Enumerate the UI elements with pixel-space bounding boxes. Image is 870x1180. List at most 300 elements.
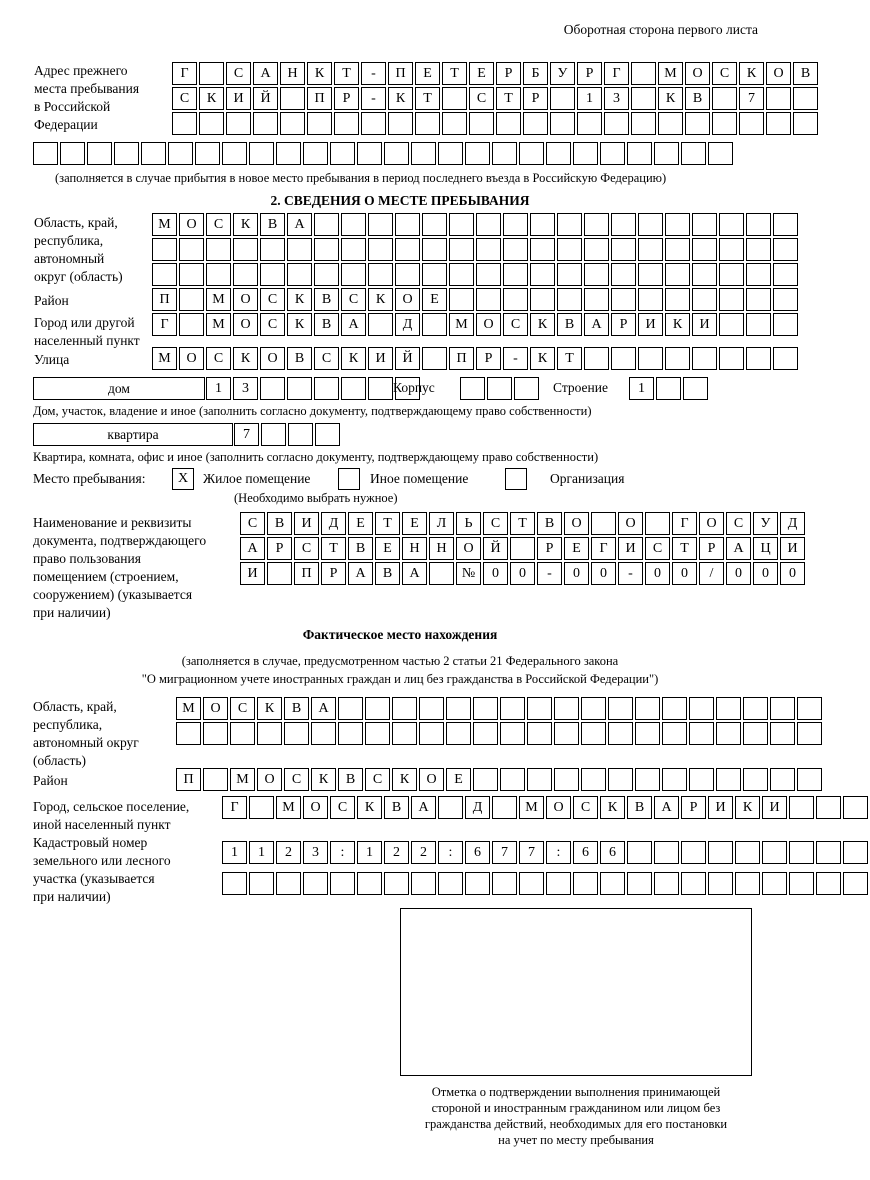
char-cell[interactable]: М — [152, 347, 177, 370]
char-cell[interactable] — [152, 238, 177, 261]
char-cell[interactable]: Р — [267, 537, 292, 560]
char-cell[interactable] — [87, 142, 112, 165]
char-cell[interactable]: 1 — [357, 841, 382, 864]
char-cell[interactable] — [608, 722, 633, 745]
char-cell[interactable] — [584, 263, 609, 286]
char-cell[interactable] — [716, 768, 741, 791]
char-cell[interactable] — [681, 142, 706, 165]
char-cell[interactable] — [60, 142, 85, 165]
char-cell[interactable] — [604, 112, 629, 135]
char-cell[interactable]: О — [419, 768, 444, 791]
char-cell[interactable] — [789, 841, 814, 864]
char-cell[interactable]: С — [503, 313, 528, 336]
char-cell[interactable]: 3 — [604, 87, 629, 110]
char-cell[interactable] — [172, 112, 197, 135]
char-cell[interactable]: С — [469, 87, 494, 110]
char-cell[interactable]: Н — [429, 537, 454, 560]
char-cell[interactable] — [746, 238, 771, 261]
char-cell[interactable]: К — [530, 347, 555, 370]
char-cell[interactable] — [527, 722, 552, 745]
char-cell[interactable]: О — [179, 347, 204, 370]
char-cell[interactable] — [689, 768, 714, 791]
char-cell[interactable] — [746, 263, 771, 286]
char-cell[interactable]: О — [395, 288, 420, 311]
region-row-1[interactable] — [152, 213, 800, 236]
char-cell[interactable] — [654, 142, 679, 165]
char-cell[interactable] — [654, 841, 679, 864]
char-cell[interactable] — [442, 112, 467, 135]
char-cell[interactable]: Т — [510, 512, 535, 535]
char-cell[interactable] — [773, 213, 798, 236]
char-cell[interactable]: К — [600, 796, 625, 819]
char-cell[interactable] — [449, 213, 474, 236]
char-cell[interactable] — [608, 697, 633, 720]
char-cell[interactable]: 0 — [645, 562, 670, 585]
actual-region-row-1[interactable] — [176, 697, 824, 720]
char-cell[interactable]: Б — [523, 62, 548, 85]
char-cell[interactable] — [665, 263, 690, 286]
char-cell[interactable] — [503, 288, 528, 311]
char-cell[interactable] — [708, 142, 733, 165]
char-cell[interactable]: И — [618, 537, 643, 560]
char-cell[interactable] — [419, 722, 444, 745]
char-cell[interactable] — [152, 263, 177, 286]
char-cell[interactable]: Т — [334, 62, 359, 85]
char-cell[interactable] — [460, 377, 485, 400]
char-cell[interactable] — [469, 112, 494, 135]
char-cell[interactable] — [392, 697, 417, 720]
char-cell[interactable]: В — [284, 697, 309, 720]
char-cell[interactable] — [222, 142, 247, 165]
char-cell[interactable] — [789, 872, 814, 895]
char-cell[interactable]: К — [287, 313, 312, 336]
char-cell[interactable] — [500, 697, 525, 720]
char-cell[interactable]: И — [780, 537, 805, 560]
char-cell[interactable] — [797, 722, 822, 745]
char-cell[interactable] — [334, 112, 359, 135]
char-cell[interactable]: О — [456, 537, 481, 560]
char-cell[interactable] — [611, 263, 636, 286]
prev-address-row-2[interactable] — [172, 87, 820, 110]
char-cell[interactable] — [422, 313, 447, 336]
char-cell[interactable]: Т — [557, 347, 582, 370]
char-cell[interactable]: 3 — [233, 377, 258, 400]
char-cell[interactable]: 1 — [206, 377, 231, 400]
char-cell[interactable] — [843, 872, 868, 895]
char-cell[interactable]: О — [699, 512, 724, 535]
char-cell[interactable] — [473, 768, 498, 791]
char-cell[interactable] — [438, 872, 463, 895]
char-cell[interactable] — [770, 768, 795, 791]
stamp-box[interactable] — [400, 908, 752, 1076]
char-cell[interactable] — [554, 722, 579, 745]
place-type-checkbox-organization[interactable] — [505, 468, 527, 490]
char-cell[interactable] — [631, 112, 656, 135]
char-cell[interactable]: М — [176, 697, 201, 720]
char-cell[interactable]: С — [294, 537, 319, 560]
char-cell[interactable] — [608, 768, 633, 791]
char-cell[interactable]: Р — [496, 62, 521, 85]
char-cell[interactable] — [635, 722, 660, 745]
char-cell[interactable] — [199, 62, 224, 85]
char-cell[interactable] — [719, 288, 744, 311]
char-cell[interactable] — [303, 142, 328, 165]
char-cell[interactable] — [179, 288, 204, 311]
char-cell[interactable] — [492, 796, 517, 819]
char-cell[interactable]: Е — [415, 62, 440, 85]
char-cell[interactable]: М — [449, 313, 474, 336]
char-cell[interactable]: К — [233, 213, 258, 236]
char-cell[interactable]: Д — [780, 512, 805, 535]
char-cell[interactable] — [638, 347, 663, 370]
char-cell[interactable] — [692, 288, 717, 311]
char-cell[interactable]: Д — [465, 796, 490, 819]
char-cell[interactable]: 1 — [249, 841, 274, 864]
char-cell[interactable] — [546, 872, 571, 895]
char-cell[interactable] — [222, 872, 247, 895]
char-cell[interactable] — [557, 213, 582, 236]
char-cell[interactable]: А — [253, 62, 278, 85]
char-cell[interactable] — [681, 841, 706, 864]
char-cell[interactable] — [249, 796, 274, 819]
char-cell[interactable]: К — [735, 796, 760, 819]
char-cell[interactable] — [719, 313, 744, 336]
char-cell[interactable] — [719, 263, 744, 286]
doc-row-2[interactable] — [240, 537, 807, 560]
char-cell[interactable] — [253, 112, 278, 135]
char-cell[interactable] — [233, 263, 258, 286]
char-cell[interactable] — [581, 768, 606, 791]
char-cell[interactable] — [33, 142, 58, 165]
char-cell[interactable] — [600, 872, 625, 895]
char-cell[interactable]: М — [152, 213, 177, 236]
char-cell[interactable] — [770, 722, 795, 745]
char-cell[interactable] — [635, 768, 660, 791]
char-cell[interactable] — [654, 872, 679, 895]
char-cell[interactable] — [446, 722, 471, 745]
char-cell[interactable]: С — [240, 512, 265, 535]
char-cell[interactable] — [527, 768, 552, 791]
char-cell[interactable]: Д — [395, 313, 420, 336]
char-cell[interactable]: Р — [577, 62, 602, 85]
char-cell[interactable]: - — [503, 347, 528, 370]
char-cell[interactable] — [267, 562, 292, 585]
char-cell[interactable] — [523, 112, 548, 135]
char-cell[interactable]: Г — [591, 537, 616, 560]
char-cell[interactable] — [627, 872, 652, 895]
char-cell[interactable] — [797, 768, 822, 791]
char-cell[interactable]: : — [546, 841, 571, 864]
char-cell[interactable]: И — [638, 313, 663, 336]
char-cell[interactable]: П — [176, 768, 201, 791]
char-cell[interactable] — [368, 238, 393, 261]
cadastral-row-1[interactable] — [222, 841, 870, 864]
char-cell[interactable]: К — [392, 768, 417, 791]
char-cell[interactable]: - — [618, 562, 643, 585]
char-cell[interactable]: 6 — [573, 841, 598, 864]
char-cell[interactable]: С — [226, 62, 251, 85]
char-cell[interactable]: К — [357, 796, 382, 819]
char-cell[interactable]: Н — [280, 62, 305, 85]
char-cell[interactable] — [503, 238, 528, 261]
char-cell[interactable]: Й — [395, 347, 420, 370]
place-type-checkbox-residential[interactable]: X — [172, 468, 194, 490]
char-cell[interactable] — [770, 697, 795, 720]
char-cell[interactable] — [712, 112, 737, 135]
char-cell[interactable] — [261, 423, 286, 446]
char-cell[interactable] — [429, 562, 454, 585]
char-cell[interactable] — [554, 768, 579, 791]
char-cell[interactable] — [314, 377, 339, 400]
char-cell[interactable] — [195, 142, 220, 165]
char-cell[interactable] — [816, 841, 841, 864]
char-cell[interactable]: Р — [681, 796, 706, 819]
char-cell[interactable] — [692, 347, 717, 370]
char-cell[interactable]: В — [314, 313, 339, 336]
char-cell[interactable]: К — [388, 87, 413, 110]
char-cell[interactable] — [487, 377, 512, 400]
char-cell[interactable] — [368, 313, 393, 336]
char-cell[interactable]: А — [726, 537, 751, 560]
char-cell[interactable]: : — [438, 841, 463, 864]
char-cell[interactable] — [662, 768, 687, 791]
char-cell[interactable] — [233, 238, 258, 261]
char-cell[interactable] — [114, 142, 139, 165]
char-cell[interactable] — [476, 238, 501, 261]
char-cell[interactable]: Р — [523, 87, 548, 110]
char-cell[interactable] — [492, 872, 517, 895]
char-cell[interactable] — [411, 872, 436, 895]
char-cell[interactable] — [476, 263, 501, 286]
char-cell[interactable] — [422, 347, 447, 370]
char-cell[interactable]: С — [284, 768, 309, 791]
char-cell[interactable]: П — [449, 347, 474, 370]
place-type-checkbox-other[interactable] — [338, 468, 360, 490]
char-cell[interactable]: М — [519, 796, 544, 819]
char-cell[interactable] — [719, 238, 744, 261]
char-cell[interactable] — [368, 377, 393, 400]
char-cell[interactable] — [743, 722, 768, 745]
char-cell[interactable] — [708, 872, 733, 895]
char-cell[interactable] — [692, 238, 717, 261]
char-cell[interactable] — [546, 142, 571, 165]
char-cell[interactable]: Е — [446, 768, 471, 791]
char-cell[interactable] — [341, 238, 366, 261]
char-cell[interactable] — [365, 697, 390, 720]
char-cell[interactable] — [496, 112, 521, 135]
char-cell[interactable] — [179, 313, 204, 336]
char-cell[interactable] — [500, 722, 525, 745]
char-cell[interactable] — [584, 213, 609, 236]
char-cell[interactable]: В — [375, 562, 400, 585]
char-cell[interactable] — [665, 213, 690, 236]
char-cell[interactable] — [773, 263, 798, 286]
char-cell[interactable] — [743, 697, 768, 720]
char-cell[interactable]: 0 — [510, 562, 535, 585]
char-cell[interactable] — [766, 112, 791, 135]
char-cell[interactable]: В — [537, 512, 562, 535]
char-cell[interactable]: К — [307, 62, 332, 85]
char-cell[interactable] — [735, 841, 760, 864]
char-cell[interactable] — [638, 213, 663, 236]
char-cell[interactable]: О — [257, 768, 282, 791]
char-cell[interactable] — [746, 347, 771, 370]
char-cell[interactable]: И — [762, 796, 787, 819]
char-cell[interactable]: У — [753, 512, 778, 535]
char-cell[interactable]: 0 — [591, 562, 616, 585]
char-cell[interactable] — [611, 347, 636, 370]
char-cell[interactable]: О — [766, 62, 791, 85]
char-cell[interactable] — [816, 872, 841, 895]
char-cell[interactable] — [230, 722, 255, 745]
char-cell[interactable]: К — [341, 347, 366, 370]
char-cell[interactable]: Г — [604, 62, 629, 85]
char-cell[interactable]: В — [384, 796, 409, 819]
char-cell[interactable]: Т — [496, 87, 521, 110]
char-cell[interactable]: А — [311, 697, 336, 720]
char-cell[interactable] — [692, 263, 717, 286]
char-cell[interactable]: О — [685, 62, 710, 85]
char-cell[interactable]: В — [627, 796, 652, 819]
char-cell[interactable]: О — [546, 796, 571, 819]
char-cell[interactable]: И — [294, 512, 319, 535]
char-cell[interactable]: С — [365, 768, 390, 791]
char-cell[interactable]: Й — [253, 87, 278, 110]
region-row-3[interactable] — [152, 263, 800, 286]
char-cell[interactable]: / — [699, 562, 724, 585]
char-cell[interactable]: 1 — [222, 841, 247, 864]
char-cell[interactable]: К — [199, 87, 224, 110]
char-cell[interactable] — [773, 238, 798, 261]
char-cell[interactable] — [473, 722, 498, 745]
char-cell[interactable] — [554, 697, 579, 720]
char-cell[interactable]: В — [338, 768, 363, 791]
char-cell[interactable]: 7 — [739, 87, 764, 110]
char-cell[interactable] — [503, 213, 528, 236]
char-cell[interactable]: О — [233, 288, 258, 311]
char-cell[interactable]: С — [260, 313, 285, 336]
char-cell[interactable]: А — [654, 796, 679, 819]
char-cell[interactable] — [550, 112, 575, 135]
char-cell[interactable] — [492, 142, 517, 165]
char-cell[interactable]: С — [341, 288, 366, 311]
char-cell[interactable] — [519, 872, 544, 895]
char-cell[interactable] — [762, 841, 787, 864]
char-cell[interactable] — [206, 263, 231, 286]
char-cell[interactable] — [797, 697, 822, 720]
char-cell[interactable]: С — [330, 796, 355, 819]
char-cell[interactable] — [330, 872, 355, 895]
char-cell[interactable] — [422, 213, 447, 236]
char-cell[interactable]: А — [341, 313, 366, 336]
char-cell[interactable] — [368, 263, 393, 286]
char-cell[interactable]: Ц — [753, 537, 778, 560]
char-cell[interactable] — [338, 722, 363, 745]
char-cell[interactable]: Р — [321, 562, 346, 585]
char-cell[interactable] — [527, 697, 552, 720]
char-cell[interactable] — [716, 722, 741, 745]
char-cell[interactable]: С — [726, 512, 751, 535]
char-cell[interactable]: Т — [415, 87, 440, 110]
char-cell[interactable] — [530, 263, 555, 286]
char-cell[interactable] — [260, 377, 285, 400]
char-cell[interactable] — [611, 238, 636, 261]
char-cell[interactable]: П — [294, 562, 319, 585]
char-cell[interactable] — [276, 142, 301, 165]
char-cell[interactable] — [793, 87, 818, 110]
char-cell[interactable] — [716, 697, 741, 720]
char-cell[interactable] — [341, 263, 366, 286]
char-cell[interactable] — [577, 112, 602, 135]
char-cell[interactable]: Г — [152, 313, 177, 336]
char-cell[interactable]: А — [402, 562, 427, 585]
char-cell[interactable] — [288, 423, 313, 446]
char-cell[interactable] — [503, 263, 528, 286]
char-cell[interactable]: А — [584, 313, 609, 336]
char-cell[interactable] — [179, 263, 204, 286]
char-cell[interactable] — [627, 841, 652, 864]
char-cell[interactable] — [638, 288, 663, 311]
actual-city-row[interactable] — [222, 796, 870, 819]
char-cell[interactable] — [591, 512, 616, 535]
char-cell[interactable]: 2 — [384, 841, 409, 864]
char-cell[interactable] — [314, 238, 339, 261]
char-cell[interactable]: Ь — [456, 512, 481, 535]
char-cell[interactable]: С — [206, 213, 231, 236]
char-cell[interactable] — [203, 768, 228, 791]
char-cell[interactable]: П — [388, 62, 413, 85]
char-cell[interactable]: 0 — [483, 562, 508, 585]
char-cell[interactable] — [746, 288, 771, 311]
char-cell[interactable] — [276, 872, 301, 895]
char-cell[interactable]: А — [287, 213, 312, 236]
char-cell[interactable] — [476, 288, 501, 311]
char-cell[interactable] — [557, 238, 582, 261]
char-cell[interactable]: К — [233, 347, 258, 370]
region-row-2[interactable] — [152, 238, 800, 261]
prev-address-row-1[interactable] — [172, 62, 820, 85]
char-cell[interactable]: В — [287, 347, 312, 370]
char-cell[interactable]: К — [287, 288, 312, 311]
char-cell[interactable] — [584, 288, 609, 311]
char-cell[interactable] — [395, 263, 420, 286]
char-cell[interactable]: Р — [611, 313, 636, 336]
char-cell[interactable]: Г — [672, 512, 697, 535]
char-cell[interactable]: А — [240, 537, 265, 560]
char-cell[interactable]: № — [456, 562, 481, 585]
char-cell[interactable] — [176, 722, 201, 745]
char-cell[interactable] — [287, 377, 312, 400]
char-cell[interactable] — [683, 377, 708, 400]
char-cell[interactable] — [557, 263, 582, 286]
char-cell[interactable] — [465, 872, 490, 895]
char-cell[interactable] — [476, 213, 501, 236]
char-cell[interactable]: В — [557, 313, 582, 336]
char-cell[interactable]: М — [230, 768, 255, 791]
char-cell[interactable] — [627, 142, 652, 165]
actual-region-row-2[interactable] — [176, 722, 824, 745]
char-cell[interactable]: С — [573, 796, 598, 819]
char-cell[interactable]: В — [260, 213, 285, 236]
char-cell[interactable] — [708, 841, 733, 864]
actual-district-row[interactable] — [176, 768, 824, 791]
char-cell[interactable] — [449, 263, 474, 286]
char-cell[interactable]: В — [793, 62, 818, 85]
char-cell[interactable] — [284, 722, 309, 745]
char-cell[interactable] — [766, 87, 791, 110]
char-cell[interactable] — [287, 238, 312, 261]
char-cell[interactable] — [692, 213, 717, 236]
